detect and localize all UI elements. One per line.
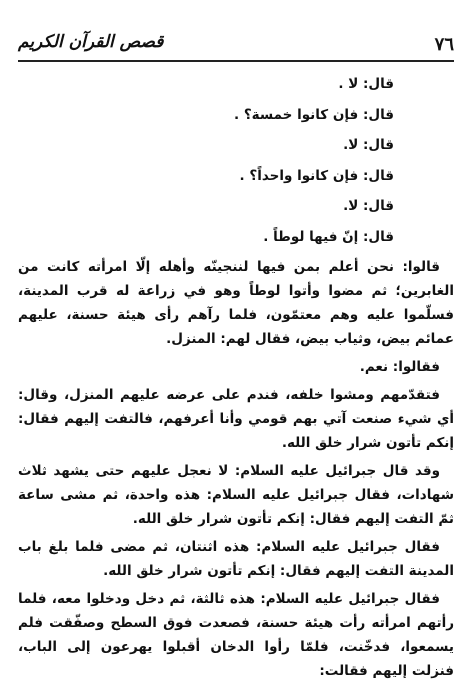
- dialogue-line: قال: لا.: [343, 198, 394, 214]
- body-paragraph: فقال جبرائيل عليه السلام: هذه اثنتان، ثم مضى فلما بلغ باب المدينة التفت إليهم فقال: إنكم تأتون شرار خلق الله.: [18, 539, 454, 579]
- dialogue-line: قال: لا .: [338, 76, 394, 92]
- dialogue-line: قال: إنّ فيها لوطاً .: [263, 228, 394, 245]
- dialogue-line: قال: فإن كانوا واحداً؟ .: [239, 167, 394, 184]
- body-paragraph: قالوا: نحن أعلم بمن فيها لننجينّه وأهله إلّا امرأته كانت من الغابرين؛ ثم مضوا وأتوا لوطاً وهو في زراعة له قرب المدينة، فسلّموا عليه وهم معتمّون، فلما رآهم رأى هيئة حسنة، عليهم عمائم بيض، وثياب بيض، فقال لهم: المنزل.: [18, 259, 454, 347]
- body-paragraph: فقالوا: نعم.: [359, 359, 440, 375]
- body-paragraph: فتقدّمهم ومشوا خلفه، فندم على عرضه عليهم المنزل، وقال: أي شيء صنعت آتي بهم قومي وأنا أعرفهم، فالتفت إليهم فقال: إنكم تأتون شرار خلق الله.: [18, 387, 454, 451]
- page-header: [18, 30, 454, 62]
- running-title: قصص القرآن الكريم: [18, 32, 164, 52]
- body-paragraph: وقد قال جبرائيل عليه السلام: لا نعجل عليهم حتى يشهد ثلاث شهادات، فقال جبرائيل عليه السلام: هذه واحدة، ثم مشى ساعة ثمّ التفت إليهم فقال: إنكم تأتون شرار خلق الله.: [18, 463, 454, 527]
- body-paragraph: فقال جبرائيل عليه السلام: هذه ثالثة، ثم دخل ودخلوا معه، فلما رأتهم امرأته رأت هيئة حسنة، فصعدت فوق السطح وصفّقت فلم يسمعوا، فدخّنت، فلمّا رأوا الدخان أقبلوا يهرعون إلى الباب، فنزلت إليهم فقالت:: [18, 591, 454, 679]
- dialogue-line: قال: لا.: [343, 137, 394, 153]
- page-body: [18, 72, 454, 686]
- page-number: ٧٦: [434, 34, 454, 55]
- dialogue-line: قال: فإن كانوا خمسة؟ .: [234, 106, 394, 123]
